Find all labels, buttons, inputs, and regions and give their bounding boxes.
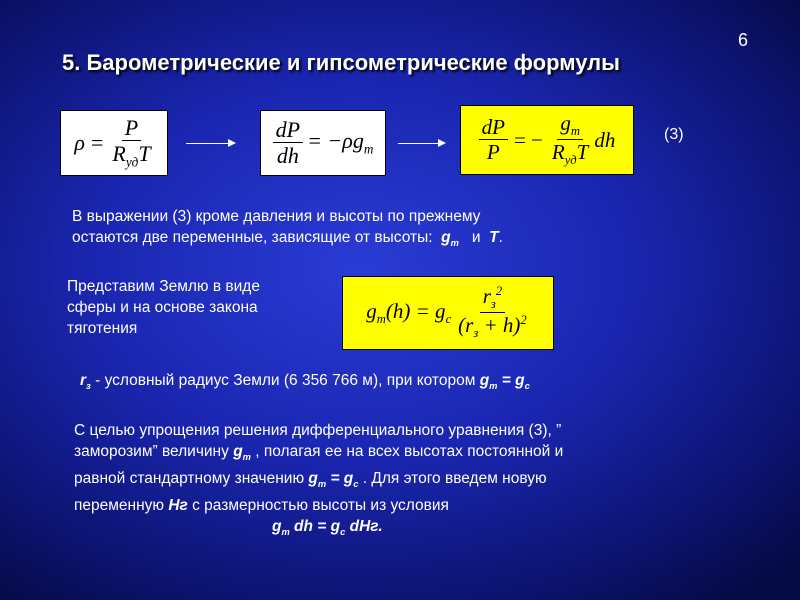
fraction-dp-dh: $\frac{dP}{dh}$ <box>273 118 303 168</box>
numerator-p: P <box>122 116 141 141</box>
gravity-formula: $g_m(h) = g_c$ $\frac{r_з^2}{(r_з + h)^2}$ <box>342 276 554 350</box>
density-formula <box>60 110 168 176</box>
paragraph-variables: В выражении (3) кроме давления и высоты по прежнему остаются две переменные, зависящие от высоты: $g_m$ и T. <box>72 208 503 249</box>
rho-symbol: ρ <box>74 130 85 155</box>
barometric-formula-3: $\frac{dP}{P}$ = − $\frac{g_m}{R_{уд}T}$ dh <box>460 105 634 175</box>
fraction-p-over-rt <box>109 116 153 170</box>
equation-tag: (3) <box>664 126 684 143</box>
rhs-rho-g: = $-\rho g_m$ <box>307 128 374 157</box>
arrow-right-icon <box>186 143 234 144</box>
slide-title: 5. Барометрические и гипсометрические формулы <box>62 50 620 75</box>
paragraph-earth-radius: $r_з$ - условный радиус Земли (6 356 766 м), при котором $g_m = g_c$ <box>80 372 530 392</box>
arrow-right-icon <box>398 143 444 144</box>
paragraph-earth-sphere: Представим Землю в виде сферы и на основе закона тяготения <box>67 278 260 337</box>
denominator-rt: $R_{уд}T$ <box>112 141 151 170</box>
paragraph-simplification: С целью упрощения решения дифференциального уравнения (3), ” заморозим” величину $g_m$ , полагая ее на всех высотах постоянной и равной стандартному значению $g_m = g_c$ . Для этого введем новую переменную Hг с размерностью высоты из условия $g_m$ dh = $g_c$ dHг. <box>74 422 564 538</box>
slide-number: 6 <box>738 30 749 50</box>
equals-sign: = <box>90 130 104 155</box>
hydrostatic-formula <box>260 110 386 176</box>
